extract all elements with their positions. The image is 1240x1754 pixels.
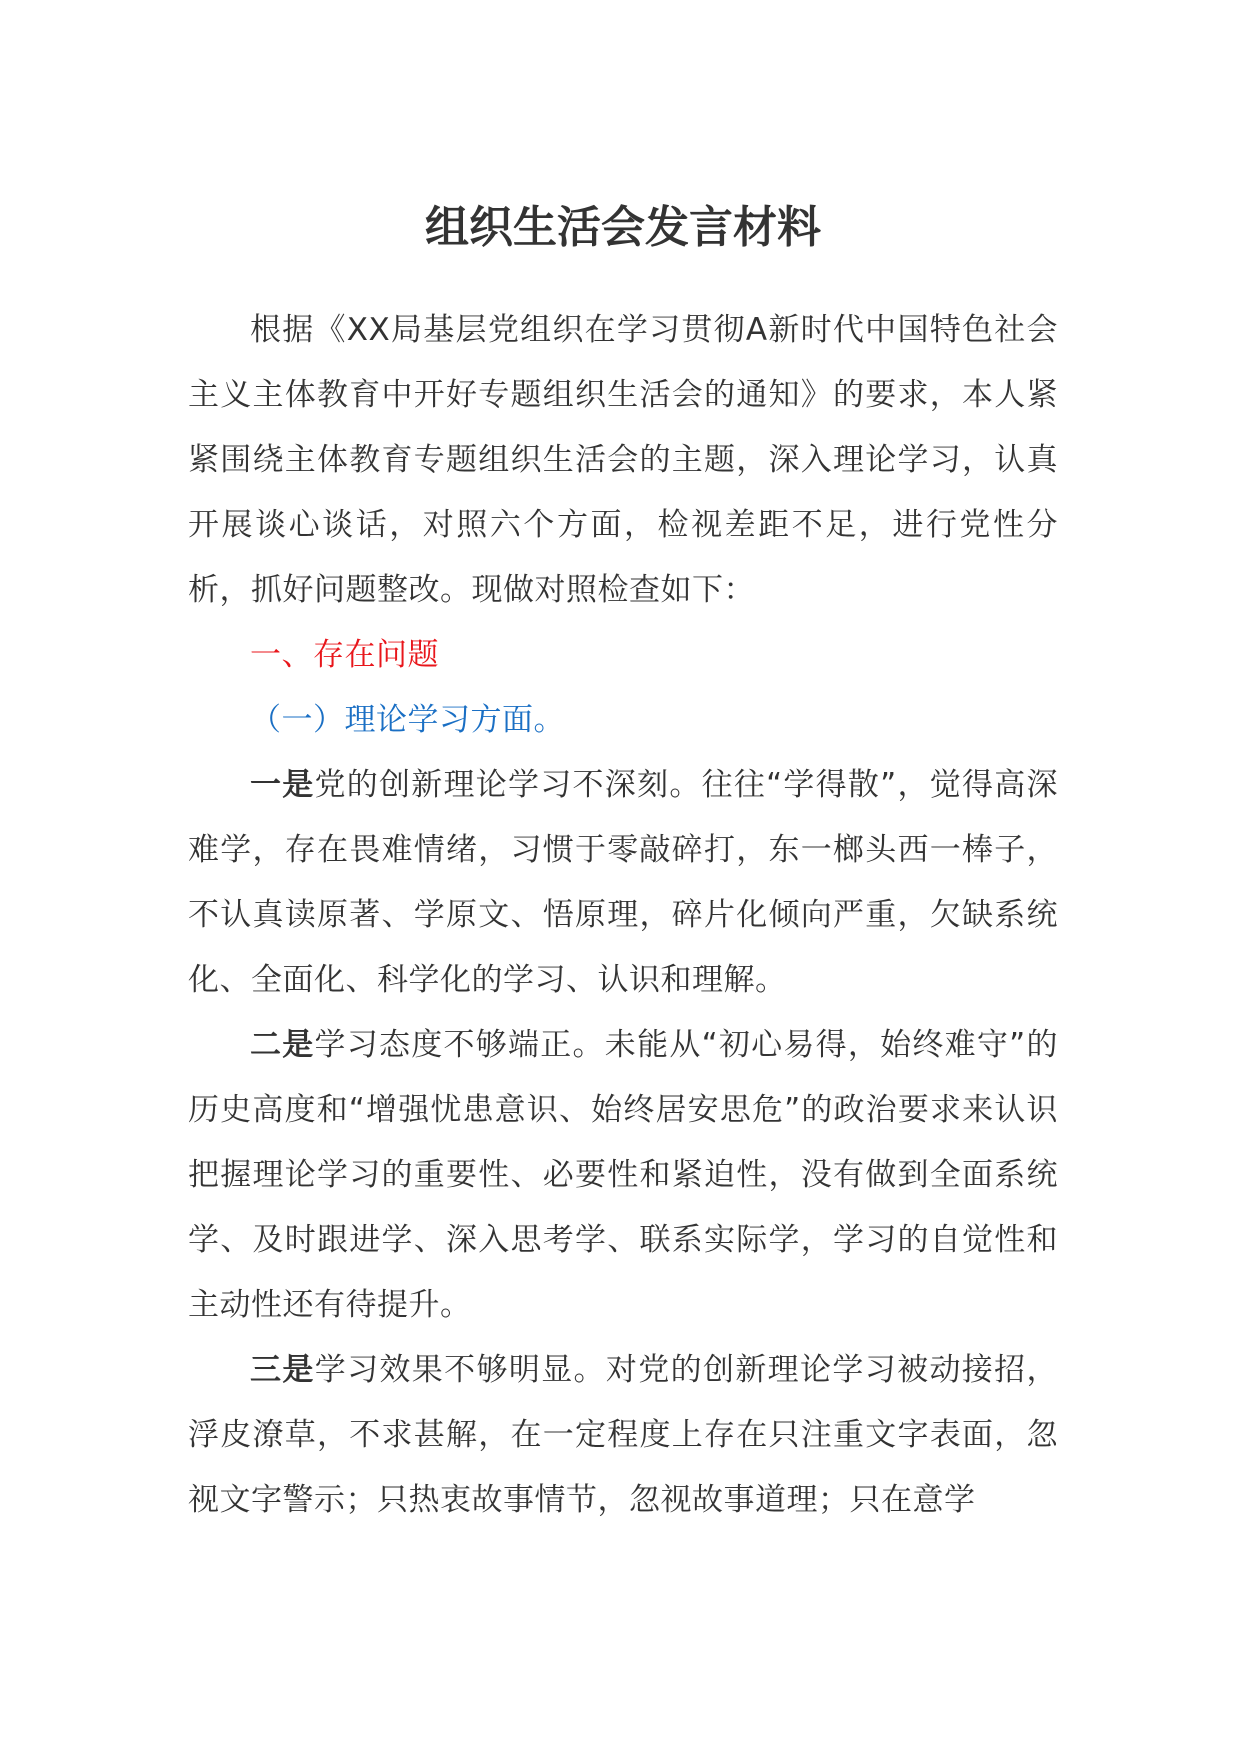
document-body	[188, 298, 1058, 1533]
item-lead: 一是	[250, 767, 315, 803]
subsection-heading-theory: （一）理论学习方面。	[250, 702, 565, 738]
problem-item-1	[188, 753, 1058, 1013]
item-text: 党的创新理论学习不深刻。往往“学得散”，觉得高深难学，存在畏难情绪，习惯于零敲碎打，东一榔头西一棒子，不认真读原著、学原文、悟原理，碎片化倾向严重，欠缺系统化、全面化、科学化的学习、认识和理解。	[188, 767, 1058, 998]
section-heading-problems: 一、存在问题	[250, 637, 439, 673]
item-text: 学习态度不够端正。未能从“初心易得，始终难守”的历史高度和“增强忧患意识、始终居安思危”的政治要求来认识把握理论学习的重要性、必要性和紧迫性，没有做到全面系统学、及时跟进学、深入思考学、联系实际学，学习的自觉性和主动性还有待提升。	[188, 1027, 1058, 1323]
problem-item-2	[188, 1013, 1058, 1338]
item-lead: 二是	[250, 1027, 315, 1063]
item-text: 学习效果不够明显。对党的创新理论学习被动接招，浮皮潦草，不求甚解，在一定程度上存在只注重文字表面，忽视文字警示；只热衷故事情节，忽视故事道理；只在意学	[188, 1352, 1059, 1518]
problem-item-3	[188, 1338, 1058, 1533]
document-title: 组织生活会发言材料	[425, 202, 821, 253]
document-page	[188, 0, 1058, 1754]
item-lead: 三是	[250, 1352, 315, 1388]
intro-paragraph: 根据《XX局基层党组织在学习贯彻A新时代中国特色社会主义主体教育中开好专题组织生活会的通知》的要求，本人紧紧围绕主体教育专题组织生活会的主题，深入理论学习，认真开展谈心谈话，对照六个方面，检视差距不足，进行党性分析，抓好问题整改。现做对照检查如下：	[188, 312, 1058, 608]
